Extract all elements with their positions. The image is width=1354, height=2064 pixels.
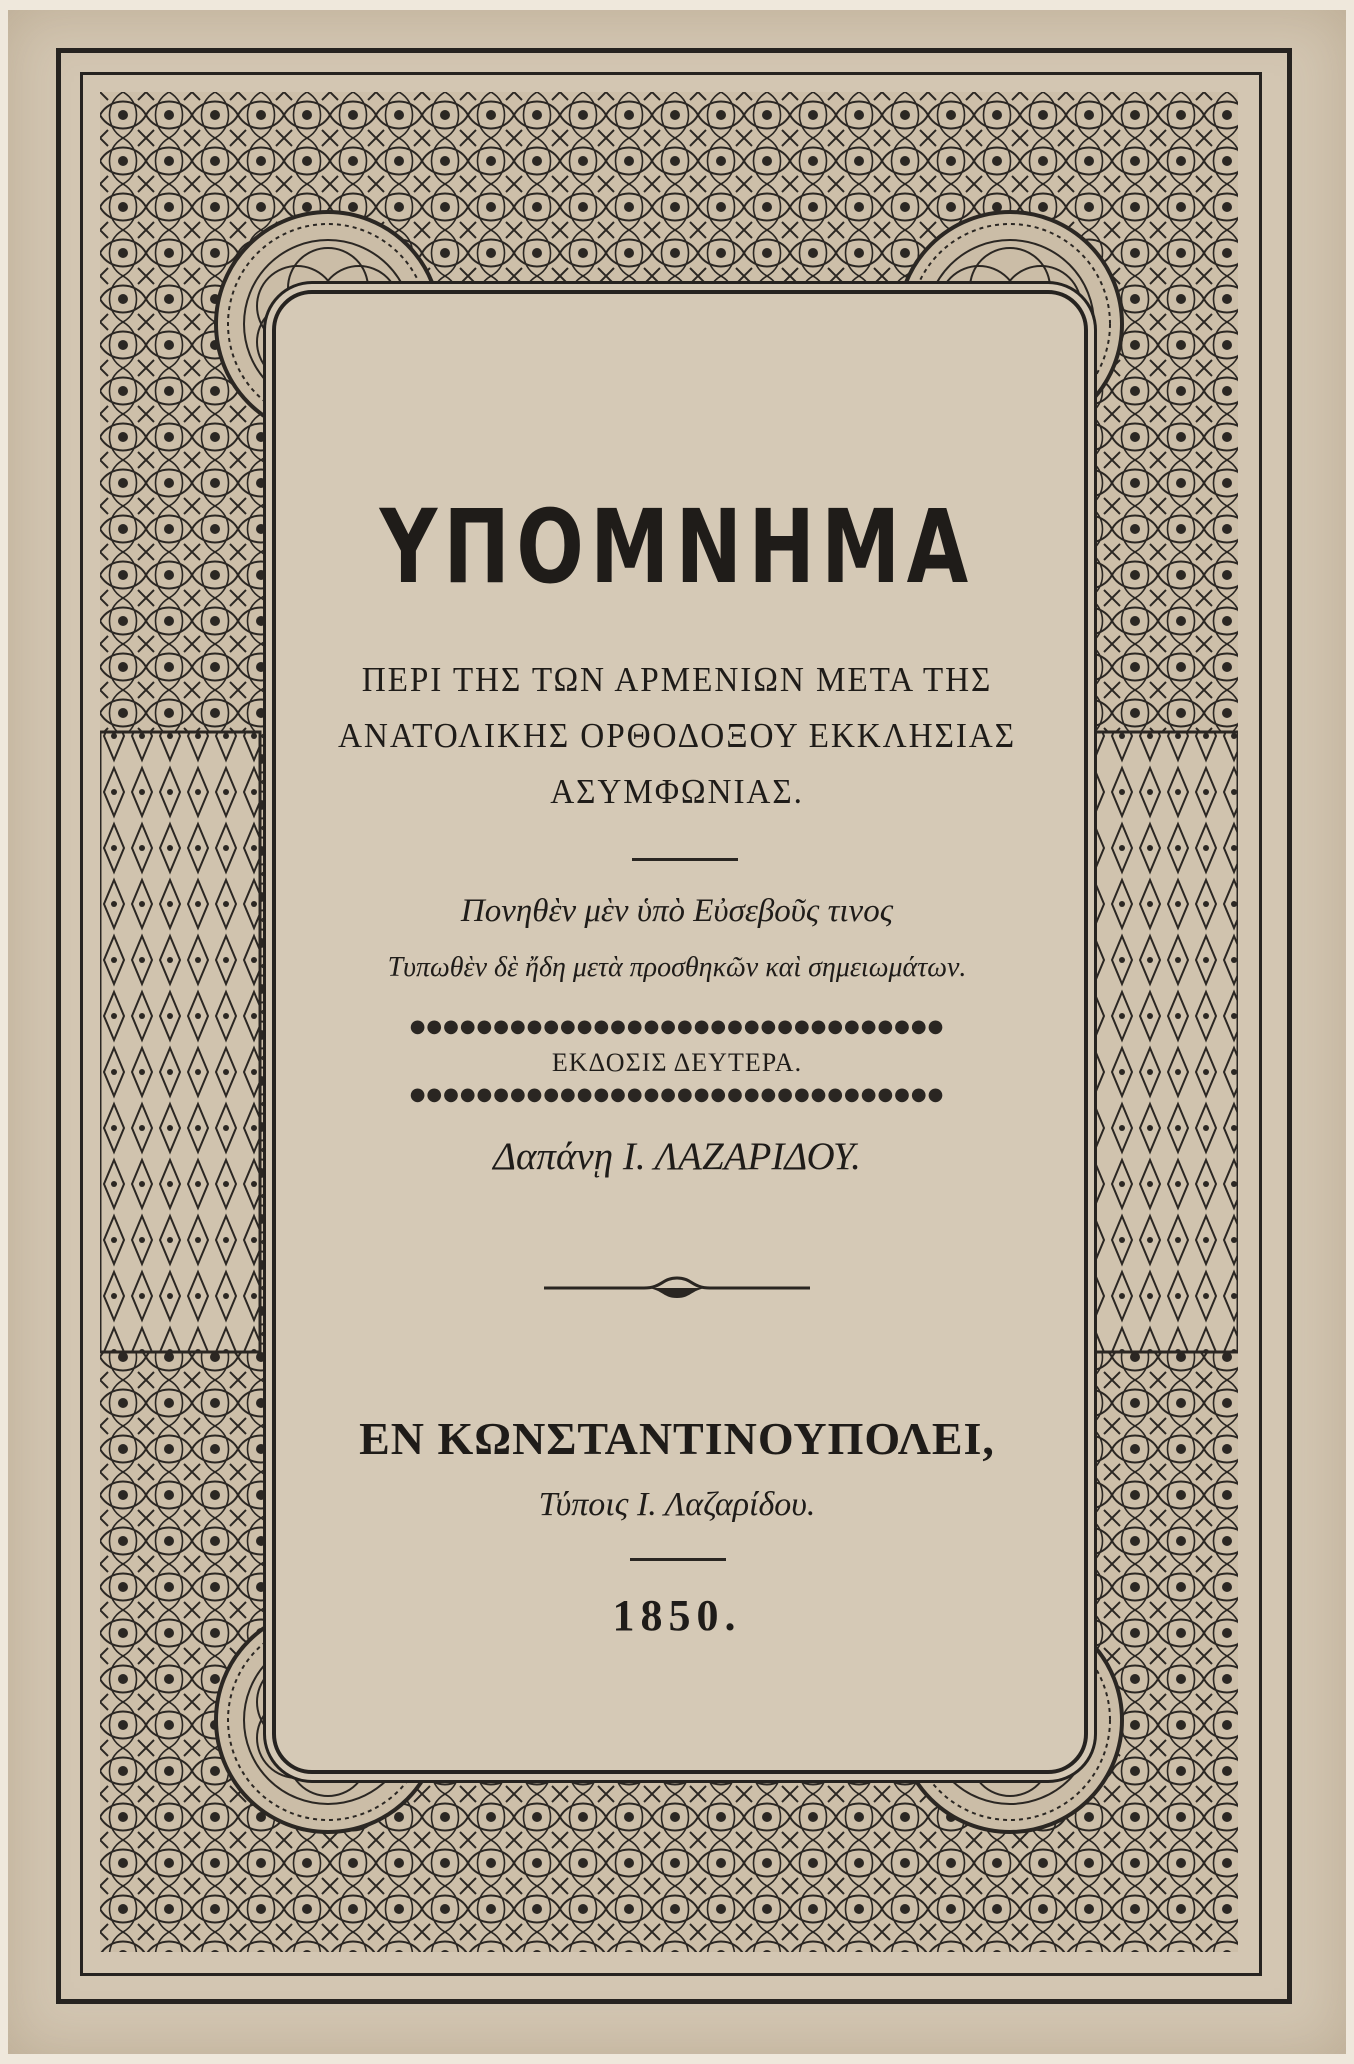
beaded-rule-bottom: ●●●●●●●●●●●●●●●●●●●●●●●●●●●●●●●● [409,1084,945,1105]
beaded-rule-top: ●●●●●●●●●●●●●●●●●●●●●●●●●●●●●●●● [409,1016,945,1037]
authorship-line-2: Τυπωθὲν δὲ ἤδη μετὰ προσθηκῶν καὶ σημειωμάτων. [387,952,967,983]
imprint-city: ΕΝ ΚΩΝΣΤΑΝΤΙΝΟΥΠΟΛΕΙ, [359,1413,995,1464]
publication-year: 1850. [612,1591,742,1640]
swell-rule-ornament [544,1276,810,1300]
subtitle-line-2: ΑΝΑΤΟΛΙΚΗΣ ΟΡΘΟΔΟΞΟΥ ΕΚΚΛΗΣΙΑΣ [338,716,1016,755]
book-title: ΥΠΟΜΝΗΜΑ [379,488,975,607]
subtitle-line-1: ΠΕΡΙ ΤΗΣ ΤΩΝ ΑΡΜΕΝΙΩΝ ΜΕΤΑ ΤΗΣ [361,660,993,699]
imprint-printer: Τύποις Ι. Λαζαρίδου. [538,1486,816,1523]
divider-rule [632,858,738,861]
authorship-line-1: Πονηθὲν μὲν ὑπὸ Εὐσεβοῦς τινος [460,893,894,929]
patron-line: Δαπάνῃ Ι. ΛΑΖΑΡΙΔΟΥ. [493,1135,861,1178]
imprint-divider [630,1558,726,1561]
subtitle-line-3: ΑΣΥΜΦΩΝΙΑΣ. [550,772,804,811]
edition-label: ΕΚΔΟΣΙΣ ΔΕΥΤΕΡΑ. [551,1048,803,1077]
